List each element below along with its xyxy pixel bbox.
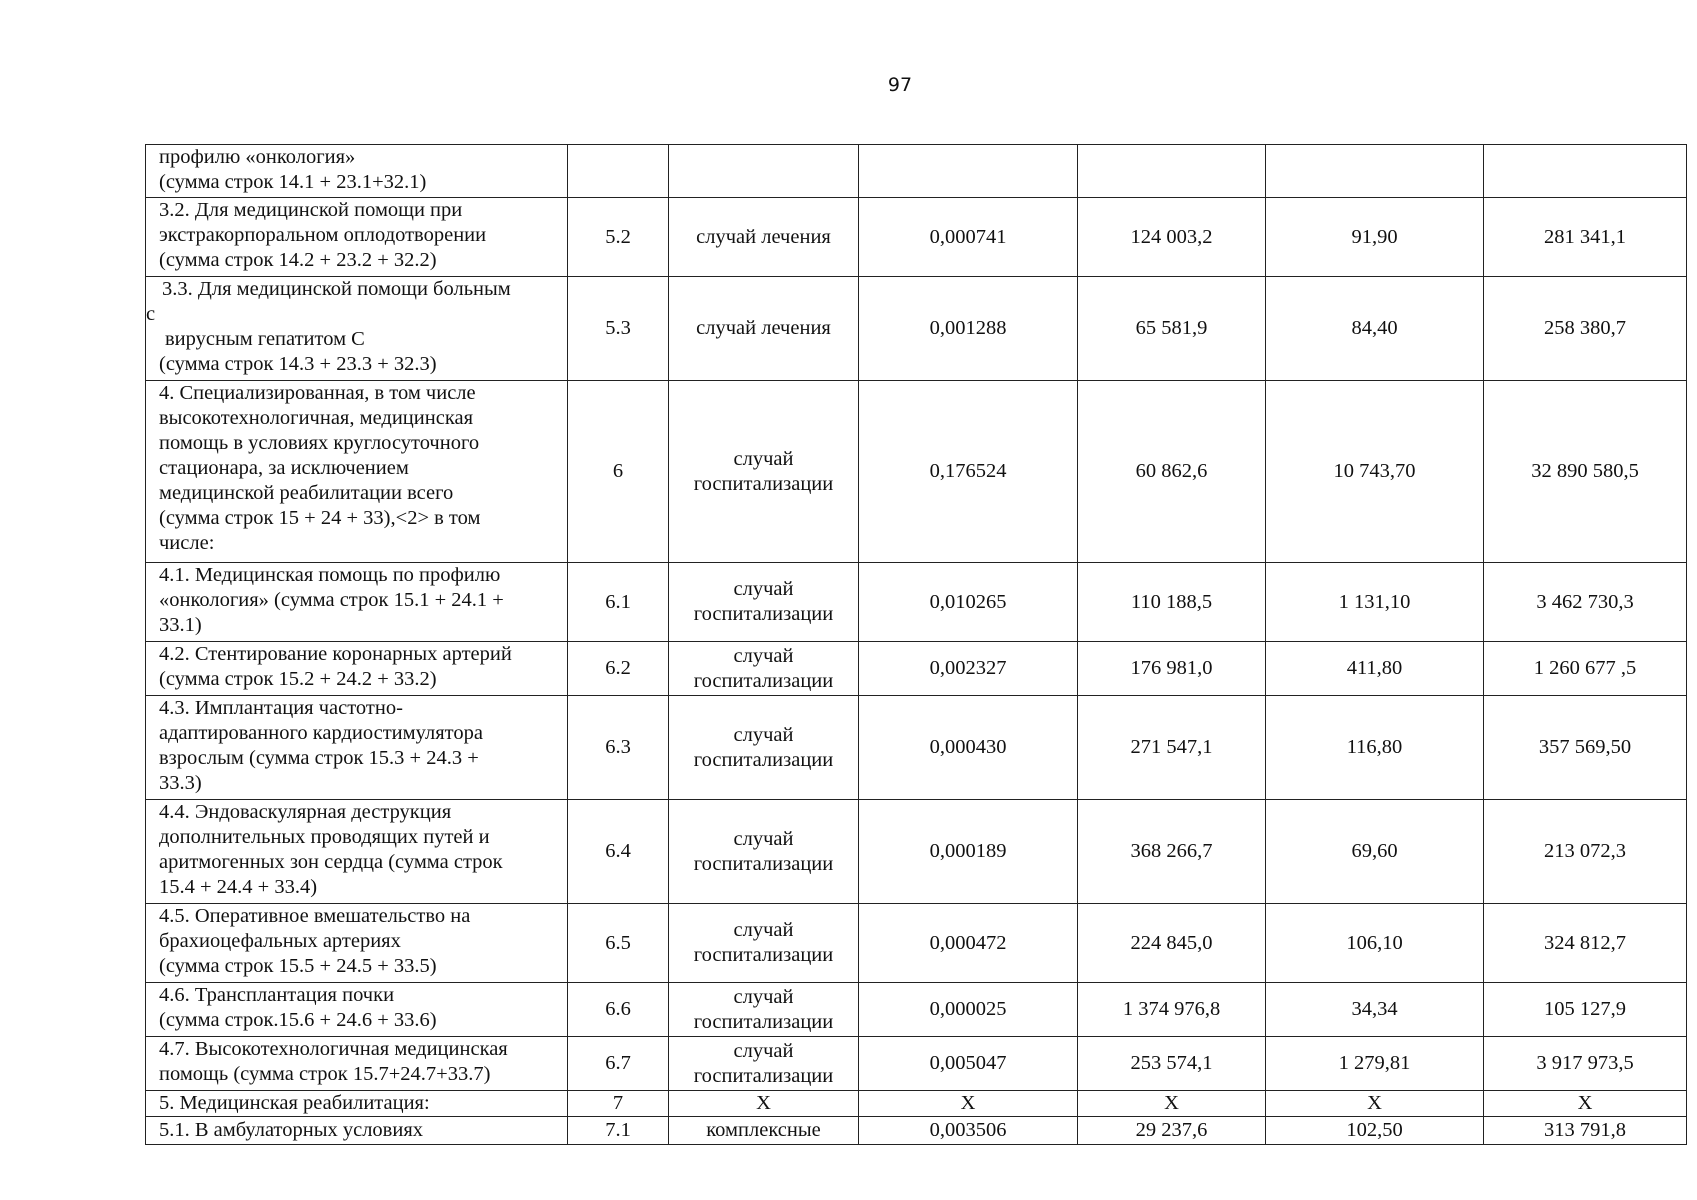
unit-cost-cell: 60 862,6 — [1078, 381, 1266, 563]
row-name-line: 3.2. Для медицинской помощи при — [159, 199, 463, 221]
unit-cell — [669, 563, 859, 642]
row-name-line: профилю «онкология» — [159, 146, 356, 168]
row-name-line: (сумма строк 14.3 + 23.3 + 32.3) — [159, 353, 437, 375]
per-capita-cell: 102,50 — [1266, 1117, 1484, 1145]
total-cell: 105 127,9 — [1484, 983, 1687, 1037]
table-row — [146, 983, 1687, 1037]
line-number-cell: 7 — [568, 1091, 669, 1117]
row-name-cell — [146, 1037, 568, 1091]
per-capita-cell: Х — [1266, 1091, 1484, 1117]
unit-cell — [669, 1037, 859, 1091]
unit-cell — [669, 642, 859, 696]
volume-cell: 0,000189 — [859, 800, 1078, 904]
row-name-line: с — [146, 303, 156, 325]
unit-cost-cell: 124 003,2 — [1078, 198, 1266, 277]
table-row — [146, 800, 1687, 904]
row-name-cell — [146, 696, 568, 800]
unit-cell — [669, 1091, 859, 1117]
unit-line: случай лечения — [696, 317, 831, 339]
line-number-cell: 5.2 — [568, 198, 669, 277]
unit-line: госпитализации — [693, 472, 834, 495]
total-cell: 213 072,3 — [1484, 800, 1687, 904]
row-name-line: 33.1) — [159, 614, 202, 636]
financing-table — [145, 144, 1687, 1145]
unit-cell — [669, 198, 859, 277]
row-name-line: 4.5. Оперативное вмешательство на — [159, 905, 471, 927]
total-cell: 324 812,7 — [1484, 904, 1687, 983]
row-name-line: стационара, за исключением — [159, 457, 409, 479]
unit-cell — [669, 696, 859, 800]
total-cell: 313 791,8 — [1484, 1117, 1687, 1145]
row-name-line: помощь (сумма строк 15.7+24.7+33.7) — [159, 1063, 491, 1085]
row-name-line: высокотехнологичная, медицинская — [159, 407, 473, 429]
line-number-cell: 6.5 — [568, 904, 669, 983]
unit-cost-cell: 224 845,0 — [1078, 904, 1266, 983]
table-row — [146, 145, 1687, 198]
row-name-line: 15.4 + 24.4 + 33.4) — [159, 876, 318, 898]
total-cell: 258 380,7 — [1484, 277, 1687, 381]
unit-line: случай — [733, 723, 794, 746]
total-cell — [1484, 145, 1687, 198]
table-row — [146, 1037, 1687, 1091]
per-capita-cell: 84,40 — [1266, 277, 1484, 381]
unit-cell — [669, 983, 859, 1037]
row-name-cell — [146, 381, 568, 563]
per-capita-cell: 106,10 — [1266, 904, 1484, 983]
volume-cell: 0,005047 — [859, 1037, 1078, 1091]
page-number: 97 — [887, 74, 913, 96]
unit-cost-cell: 110 188,5 — [1078, 563, 1266, 642]
line-number-cell: 6.1 — [568, 563, 669, 642]
row-name-cell — [146, 198, 568, 277]
line-number-cell: 6.6 — [568, 983, 669, 1037]
row-name-line: 4.6. Трансплантация почки — [159, 984, 395, 1006]
table-row — [146, 642, 1687, 696]
row-name-line: (сумма строк 15 + 24 + 33),<2> в том — [159, 507, 481, 529]
unit-line: случай лечения — [696, 225, 831, 248]
volume-cell: 0,000741 — [859, 198, 1078, 277]
unit-line: госпитализации — [693, 669, 834, 692]
per-capita-cell: 411,80 — [1266, 642, 1484, 696]
row-name-cell — [146, 983, 568, 1037]
unit-cost-cell: 29 237,6 — [1078, 1117, 1266, 1145]
unit-line: случай — [733, 644, 794, 667]
volume-cell: 0,000472 — [859, 904, 1078, 983]
unit-cell — [669, 800, 859, 904]
volume-cell: 0,003506 — [859, 1117, 1078, 1145]
table-row — [146, 198, 1687, 277]
volume-cell: 0,010265 — [859, 563, 1078, 642]
line-number-cell: 6.2 — [568, 642, 669, 696]
unit-line: случай — [733, 578, 794, 600]
row-name-cell — [146, 904, 568, 983]
unit-line: госпитализации — [693, 944, 834, 966]
unit-cost-cell: 253 574,1 — [1078, 1037, 1266, 1091]
row-name-line: 3.3. Для медицинской помощи больным — [162, 278, 511, 300]
row-name-line: «онкология» (сумма строк 15.1 + 24.1 + — [159, 589, 504, 611]
table-row — [146, 381, 1687, 563]
per-capita-cell — [1266, 145, 1484, 198]
volume-cell: 0,001288 — [859, 277, 1078, 381]
volume-cell: 0,176524 — [859, 381, 1078, 563]
unit-line: госпитализации — [693, 1064, 834, 1087]
volume-cell: Х — [859, 1091, 1078, 1117]
row-name-cell — [146, 563, 568, 642]
row-name-line: (сумма строк 14.2 + 23.2 + 32.2) — [159, 249, 437, 271]
row-name-line: (сумма строк.15.6 + 24.6 + 33.6) — [159, 1009, 437, 1031]
row-name-line: 4.3. Имплантация частотно- — [159, 697, 403, 719]
row-name-line: 4.1. Медицинская помощь по профилю — [159, 564, 501, 586]
row-name-line: 4.7. Высокотехнологичная медицинская — [159, 1038, 508, 1060]
line-number-cell: 6.4 — [568, 800, 669, 904]
per-capita-cell: 1 131,10 — [1266, 563, 1484, 642]
row-name-line: числе: — [159, 532, 215, 554]
unit-cost-cell: 176 981,0 — [1078, 642, 1266, 696]
unit-line: госпитализации — [693, 748, 834, 771]
unit-line: случай — [733, 827, 794, 850]
row-name-cell — [146, 145, 568, 198]
row-name-line: адаптированного кардиостимулятора — [159, 722, 483, 744]
line-number-cell: 6 — [568, 381, 669, 563]
per-capita-cell: 1 279,81 — [1266, 1037, 1484, 1091]
row-name-line: 5.1. В амбулаторных условиях — [159, 1119, 424, 1141]
per-capita-cell: 34,34 — [1266, 983, 1484, 1037]
per-capita-cell: 91,90 — [1266, 198, 1484, 277]
total-cell: 32 890 580,5 — [1484, 381, 1687, 563]
table-row — [146, 1117, 1687, 1145]
row-name-line: брахиоцефальных артериях — [159, 930, 401, 952]
row-name-cell — [146, 1091, 568, 1117]
unit-line: госпитализации — [693, 603, 834, 625]
line-number-cell: 6.3 — [568, 696, 669, 800]
line-number-cell: 6.7 — [568, 1037, 669, 1091]
total-cell: 3 917 973,5 — [1484, 1037, 1687, 1091]
row-name-cell — [146, 277, 568, 381]
table-row — [146, 1091, 1687, 1117]
total-cell: 357 569,50 — [1484, 696, 1687, 800]
line-number-cell: 5.3 — [568, 277, 669, 381]
total-cell: 281 341,1 — [1484, 198, 1687, 277]
unit-line: Х — [756, 1092, 771, 1114]
unit-line: случай — [733, 447, 794, 470]
row-name-line: вирусным гепатитом С — [165, 328, 365, 350]
per-capita-cell: 116,80 — [1266, 696, 1484, 800]
volume-cell: 0,000430 — [859, 696, 1078, 800]
volume-cell: 0,000025 — [859, 983, 1078, 1037]
row-name-line: аритмогенных зон сердца (сумма строк — [159, 851, 503, 873]
unit-cell — [669, 145, 859, 198]
unit-line: случай — [733, 1039, 794, 1062]
row-name-line: взрослым (сумма строк 15.3 + 24.3 + — [159, 747, 479, 769]
total-cell: 3 462 730,3 — [1484, 563, 1687, 642]
row-name-line: (сумма строк 15.2 + 24.2 + 33.2) — [159, 668, 437, 690]
unit-cost-cell — [1078, 145, 1266, 198]
table-row — [146, 563, 1687, 642]
unit-line: госпитализации — [693, 852, 834, 875]
row-name-cell — [146, 642, 568, 696]
unit-line: случай — [733, 985, 794, 1008]
line-number-cell: 7.1 — [568, 1117, 669, 1145]
row-name-line: 4. Специализированная, в том числе — [159, 382, 476, 404]
per-capita-cell: 10 743,70 — [1266, 381, 1484, 563]
unit-cell — [669, 381, 859, 563]
unit-cell — [669, 904, 859, 983]
unit-cost-cell: Х — [1078, 1091, 1266, 1117]
row-name-line: (сумма строк 14.1 + 23.1+32.1) — [159, 171, 427, 193]
unit-cell — [669, 1117, 859, 1145]
row-name-line: 4.4. Эндоваскулярная деструкция — [159, 801, 452, 823]
unit-cost-cell: 271 547,1 — [1078, 696, 1266, 800]
row-name-cell — [146, 800, 568, 904]
table-row — [146, 696, 1687, 800]
total-cell: Х — [1484, 1091, 1687, 1117]
line-number-cell — [568, 145, 669, 198]
unit-line: госпитализации — [693, 1010, 834, 1033]
row-name-line: медицинской реабилитации всего — [159, 482, 454, 504]
unit-cost-cell: 1 374 976,8 — [1078, 983, 1266, 1037]
unit-line: комплексные — [706, 1119, 821, 1141]
unit-cost-cell: 368 266,7 — [1078, 800, 1266, 904]
volume-cell — [859, 145, 1078, 198]
row-name-cell — [146, 1117, 568, 1145]
row-name-line: 33.3) — [159, 772, 202, 794]
volume-cell: 0,002327 — [859, 642, 1078, 696]
row-name-line: 4.2. Стентирование коронарных артерий — [159, 643, 512, 665]
table-row — [146, 904, 1687, 983]
unit-cell — [669, 277, 859, 381]
table-row — [146, 277, 1687, 381]
row-name-line: (сумма строк 15.5 + 24.5 + 33.5) — [159, 955, 437, 977]
total-cell: 1 260 677 ,5 — [1484, 642, 1687, 696]
unit-cost-cell: 65 581,9 — [1078, 277, 1266, 381]
unit-line: случай — [733, 919, 794, 941]
per-capita-cell: 69,60 — [1266, 800, 1484, 904]
row-name-line: помощь в условиях круглосуточного — [159, 432, 480, 454]
row-name-line: экстракорпоральном оплодотворении — [159, 224, 487, 246]
row-name-line: дополнительных проводящих путей и — [159, 826, 490, 848]
row-name-line: 5. Медицинская реабилитация: — [159, 1092, 430, 1114]
